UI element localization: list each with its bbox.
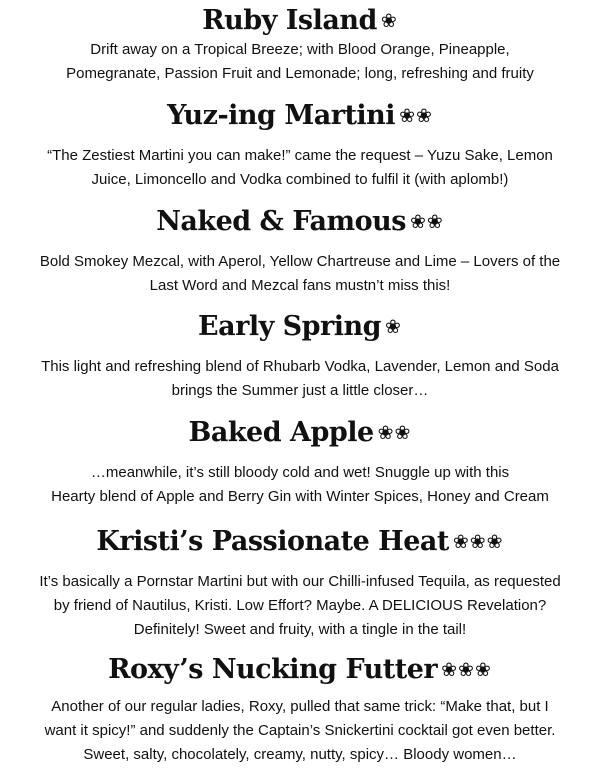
item-name: Ruby Island [202,5,377,36]
item-title [0,205,600,239]
description-line: …meanwhile, it’s still bloody cold and wet! Snuggle up with this [90,464,510,481]
item-description [10,570,590,642]
item-description [10,355,590,403]
item-name: Yuz-ing Martini [167,100,396,131]
heat-rating-icon: ❀❀ [399,105,433,127]
description-line: It’s basically a Pornstar Martini but with our Chilli-infused Tequila, as requested [39,573,561,590]
item-title [0,310,600,344]
item-description [10,461,590,509]
menu-item-baked-apple [0,416,600,509]
description-line: want it spicy!” and suddenly the Captain’s Snickertini cocktail got even better. [44,722,556,739]
description-line: Juice, Limoncello and Vodka combined to fulfil it (with aplomb!) [91,171,509,188]
item-description [10,695,590,767]
description-line: brings the Summer just a little closer… [171,382,429,399]
description-line: Hearty blend of Apple and Berry Gin with Winter Spices, Honey and Cream [51,488,549,505]
menu-item-early-spring [0,310,600,403]
description-line: Bold Smokey Mezcal, with Aperol, Yellow Chartreuse and Lime – Lovers of the [39,253,561,270]
heat-rating-icon: ❀❀❀ [441,659,492,681]
description-line: Last Word and Mezcal fans mustn’t miss this! [149,277,451,294]
description-line: Drift away on a Tropical Breeze; with Blood Orange, Pineapple, [90,41,510,58]
menu-item-naked-and-famous [0,205,600,298]
description-line: Sweet, salty, chocolately, creamy, nutty, spicy… Bloody women… [83,746,517,763]
heat-rating-icon: ❀ [380,10,398,32]
item-title [0,4,600,38]
description-line: This light and refreshing blend of Rhubarb Vodka, Lavender, Lemon and Soda [41,358,559,375]
menu-item-roxys-nucking-futter [0,653,600,767]
item-name: Baked Apple [188,417,374,448]
description-line: Another of our regular ladies, Roxy, pulled that same trick: “Make that, but I [51,698,549,715]
description-line: by friend of Nautilus, Kristi. Low Effort? Maybe. A DELICIOUS Revelation? [53,597,547,614]
heat-rating-icon: ❀❀❀ [452,531,504,553]
item-name: Kristi’s Passionate Heat [96,526,449,557]
description-line: “The Zestiest Martini you can make!” came the request – Yuzu Sake, Lemon [47,147,553,164]
item-name: Naked & Famous [156,206,406,237]
heat-rating-icon: ❀ [385,316,402,338]
item-name: Roxy’s Nucking Futter [108,654,438,685]
item-description [10,38,590,86]
item-description [10,250,590,298]
item-name: Early Spring [198,311,382,342]
menu-item-yuz-ing-martini [0,99,600,192]
item-title [0,99,600,133]
item-title [0,416,600,450]
menu-item-ruby-island [0,4,600,86]
heat-rating-icon: ❀❀ [377,422,412,444]
menu-item-kristis-passionate-heat [0,525,600,642]
item-title [0,653,600,687]
description-line: Definitely! Sweet and fruity, with a tingle in the tail! [133,621,467,638]
item-title [0,525,600,559]
description-line: Pomegranate, Passion Fruit and Lemonade; long, refreshing and fruity [66,65,534,82]
heat-rating-icon: ❀❀ [409,211,444,233]
item-description [10,144,590,192]
